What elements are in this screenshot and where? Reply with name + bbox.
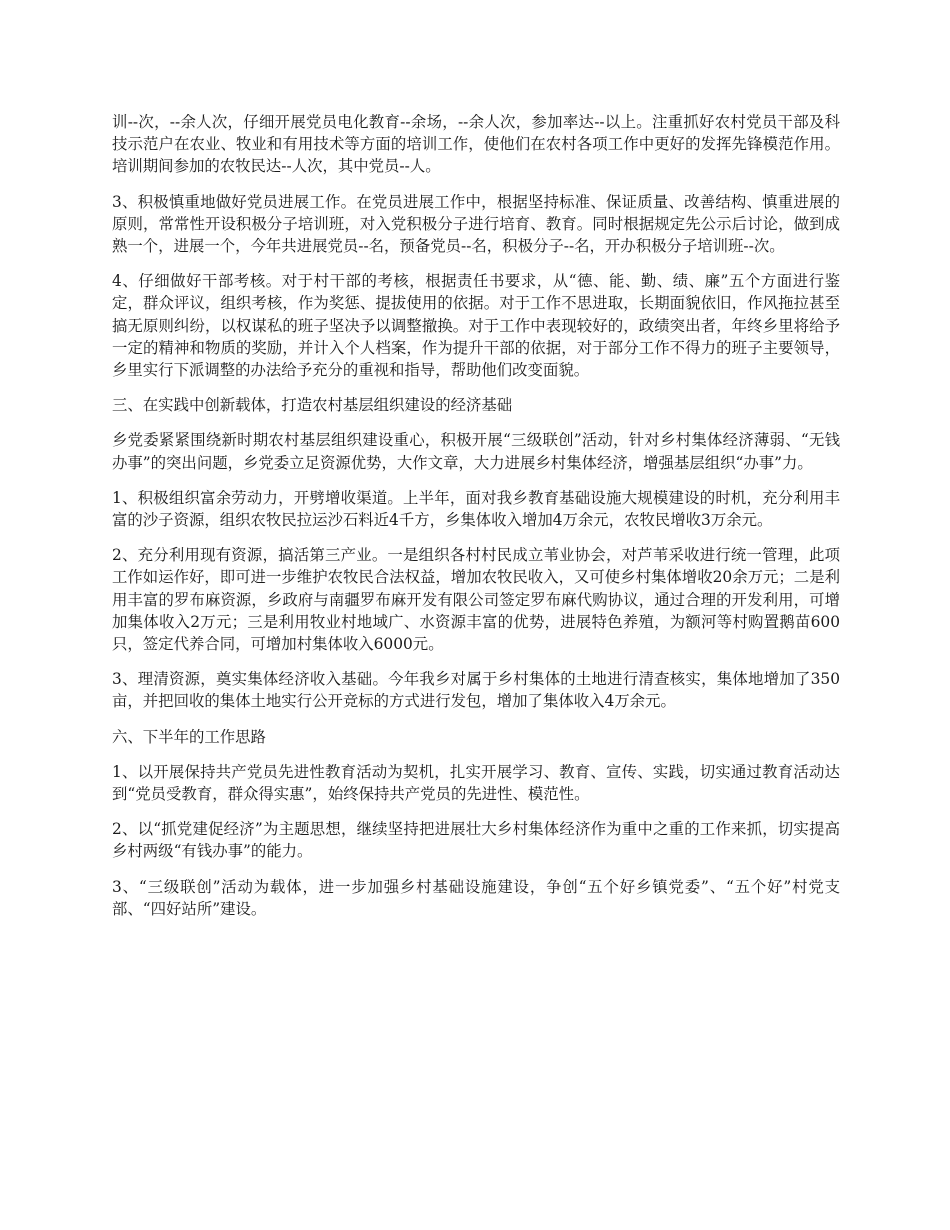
paragraph-surplus-labor: 1、积极组织富余劳动力，开劈增收渠道。上半年，面对我乡教育基础设施大规模建设的时机，充分利用丰富的沙子资源，组织农牧民拉运沙石料近4千方，乡集体收入增加4万余元，农牧民增收3万余元。 (112, 488, 840, 530)
paragraph-collective-resources: 3、理清资源，奠实集体经济收入基础。今年我乡对属于乡村集体的土地进行清查核实，集体地增加了350亩，并把回收的集体土地实行公开竞标的方式进行发包，增加了集体收入4万余元。 (112, 670, 840, 711)
paragraph-plan-item-2: 2、以“抓党建促经济”为主题思想，继续坚持把进展壮大乡村集体经济作为重中之重的工作来抓，切实提高乡村两级“有钱办事”的能力。 (112, 820, 840, 861)
paragraph-training-summary: 训--次，--余人次，仔细开展党员电化教育--余场，--余人次，参加率达--以上。注重抓好农村党员干部及科技示范户在农业、牧业和有用技术等方面的培训工作，使他们在农村各项工作中更好的发挥先锋模范作用。培训期间参加的农牧民达--人次，其中党员--人。 (112, 113, 840, 176)
document-body (112, 111, 840, 933)
section-heading-economic-foundation: 三、在实践中创新载体，打造农村基层组织建设的经济基础 (112, 396, 513, 415)
paragraph-tertiary-industry: 2、充分利用现有资源，搞活第三产业。一是组织各村村民成立苇业协会，对芦苇采收进行统一管理，此项工作如运作好，即可进一步维护农牧民合法权益，增加农牧民收入，又可使乡村集体增收20余万元；二是利用丰富的罗布麻资源，乡政府与南疆罗布麻开发有限公司签定罗布麻代购协议，通过合理的开发利用，可增加集体收入2万元；三是利用牧业村地域广、水资源丰富的优势，进展特色养殖，为额河等村购置鹅苗600只，签定代养合同，可增加村集体收入6000元。 (112, 546, 840, 654)
section-heading-second-half-plan: 六、下半年的工作思路 (112, 727, 266, 746)
paragraph-cadre-assessment: 4、仔细做好干部考核。对于村干部的考核，根据责任书要求，从“德、能、勤、绩、廉”五个方面进行鉴定，群众评议，组织考核，作为奖惩、提拔使用的依据。对于工作不思进取，长期面貌依旧，作风拖拉甚至搞无原则纠纷，以权谋私的班子坚决予以调整撤换。对于工作中表现较好的，政绩突出者，年终乡里将给予一定的精神和物质的奖励，并计入个人档案，作为提升干部的依据，对于部分工作不得力的班子主要领导，乡里实行下派调整的办法给予充分的重视和指导，帮助他们改变面貌。 (112, 272, 840, 380)
paragraph-plan-item-1: 1、以开展保持共产党员先进性教育活动为契机，扎实开展学习、教育、宣传、实践，切实通过教育活动达到“党员受教育，群众得实惠”，始终保持共产党员的先进性、模范性。 (112, 762, 840, 804)
paragraph-three-level-creation: 乡党委紧紧围绕新时期农村基层组织建设重心，积极开展“三级联创”活动，针对乡村集体经济薄弱、“无钱办事”的突出问题，乡党委立足资源优势，大作文章，大力进展乡村集体经济，增强基层组织“办事”力。 (112, 431, 840, 472)
paragraph-party-member-development: 3、积极慎重地做好党员进展工作。在党员进展工作中，根据坚持标准、保证质量、改善结构、慎重进展的原则，常常性开设积极分子培训班，对入党积极分子进行培育、教育。同时根据规定先公示后讨论，做到成熟一个，进展一个，今年共进展党员--名，预备党员--名，积极分子--名，开办积极分子培训班--次。 (112, 192, 840, 256)
paragraph-plan-item-3: 3、“三级联创”活动为载体，进一步加强乡村基础设施建设，争创“五个好乡镇党委”、“五个好”村党支部、“四好站所”建设。 (112, 877, 840, 918)
